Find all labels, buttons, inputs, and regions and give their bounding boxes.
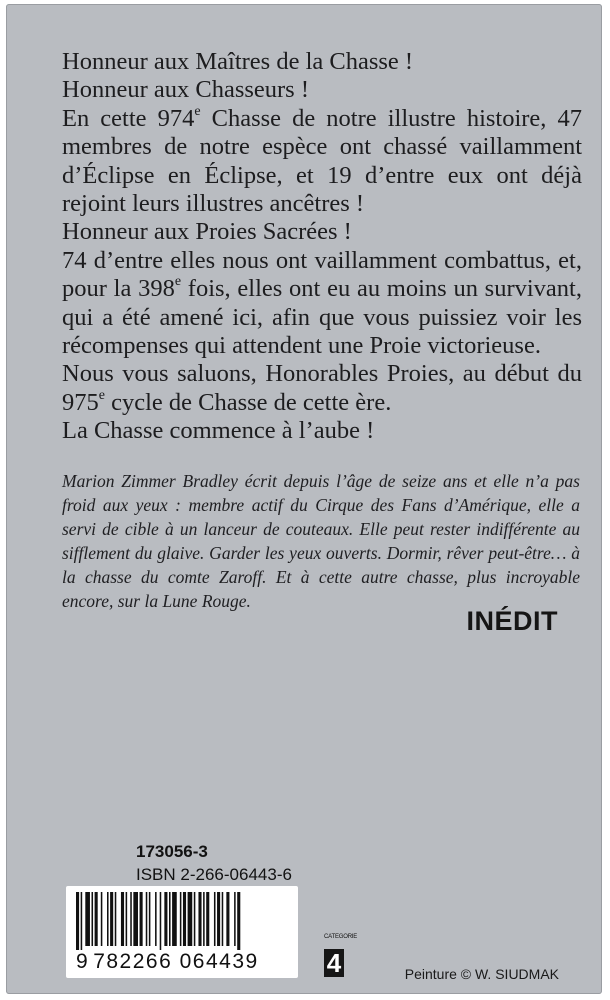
barcode-bar: [149, 892, 151, 946]
blurb-text-part: En cette 974: [62, 104, 195, 132]
barcode-bar: [172, 892, 177, 946]
blurb-text-part: fois, elles ont eu au moins un survivant, qui a été amené ici, afin que vous puissiez voir les récompenses qui attendent une Proie victorieuse.: [62, 275, 582, 360]
barcode-bar: [183, 892, 186, 946]
barcode-bar: [81, 892, 83, 950]
blurb-text: [62, 48, 582, 446]
barcode-bar: [115, 892, 117, 946]
barcode-bars: [74, 892, 290, 950]
barcode-bar: [130, 892, 132, 946]
barcode-right-group: 064439: [179, 950, 259, 973]
barcode-bar: [198, 892, 201, 946]
barcode-bar: [146, 892, 148, 946]
inedit-badge: INÉDIT: [466, 606, 558, 636]
barcode-bar: [217, 892, 220, 946]
blurb-text-part: Nous vous saluons, Honorables Proies, au début du 975: [62, 360, 582, 416]
barcode-bar: [169, 892, 171, 946]
barcode-first-digit: 9: [76, 950, 90, 973]
barcode-bar: [214, 892, 216, 946]
barcode-bar: [188, 892, 193, 946]
barcode-bar: [133, 892, 138, 946]
barcode-bar: [222, 892, 224, 946]
barcode-bar: [95, 892, 98, 946]
barcode-bar: [160, 892, 162, 950]
blurb-line: Honneur aux Proies Sacrées !: [62, 218, 352, 246]
blurb-line: Honneur aux Maîtres de la Chasse !: [62, 48, 414, 75]
barcode-digits: [76, 950, 292, 974]
barcode-bar: [180, 892, 182, 946]
categorie-mark: [324, 934, 358, 978]
barcode-bar: [101, 892, 103, 946]
blurb-text-part: 74 d’entre elles nous ont vaillamment combattus, et, pour la 398: [62, 246, 582, 303]
barcode-bar: [121, 892, 124, 946]
barcode-bar: [110, 892, 113, 946]
product-code: 173056-3: [136, 842, 208, 861]
barcode-bar: [203, 892, 205, 946]
barcode-bar: [234, 892, 236, 946]
barcode-bar: [92, 892, 94, 946]
author-bio: Marion Zimmer Bradley écrit depuis l’âge de seize ans et elle n’a pas froid aux yeux : membre actif du Cirque des Fans d’Amérique, elle a servi de cible à un lanceur de couteaux. Elle peut rester indifférente au sifflement du glaive. Garder les yeux ouverts. Dormir, rêver peut-être… à la chasse du comte Zaroff. Et à cette autre chasse, plus incroyable encore, sur la Lune Rouge.: [62, 471, 580, 611]
blurb-paragraph: [62, 105, 582, 219]
barcode-bar: [85, 892, 90, 946]
barcode-bar: [155, 892, 157, 946]
barcode: [66, 886, 298, 978]
cover-art-credit: Peinture © W. SIUDMAK: [404, 966, 559, 982]
isbn-text: ISBN 2-266-06443-6: [136, 865, 292, 884]
blurb-line: La Chasse commence à l’aube !: [62, 417, 375, 445]
barcode-bar: [206, 892, 209, 946]
blurb-line: Honneur aux Chasseurs !: [62, 76, 309, 104]
barcode-bar: [164, 892, 167, 946]
barcode-bar: [226, 892, 229, 946]
ordinal-superscript: e: [194, 103, 201, 119]
blurb-text-part: cycle de Chasse de cette ère.: [104, 388, 392, 416]
barcode-bar: [126, 892, 128, 946]
blurb-paragraph: [62, 360, 582, 417]
barcode-bar: [237, 892, 240, 950]
book-back-cover: [6, 4, 602, 994]
categorie-label: CATEGORIE: [324, 934, 358, 940]
categorie-number: 4: [324, 949, 344, 977]
blurb-paragraph: [62, 247, 582, 361]
barcode-bar: [76, 892, 79, 950]
barcode-left-group: 782266: [93, 950, 173, 973]
barcode-bar: [194, 892, 196, 946]
barcode-bar: [140, 892, 143, 946]
ordinal-superscript: e: [98, 387, 105, 403]
barcode-bar: [107, 892, 109, 946]
blurb-text-part: Chasse de notre illustre histoire, 47 membres de notre espèce ont chassé vaillamment d’Éclipse en Éclipse, et 19 d’entre eux ont déjà rejoint leurs illustres ancêtres !: [62, 104, 583, 218]
ordinal-superscript: e: [174, 274, 182, 290]
